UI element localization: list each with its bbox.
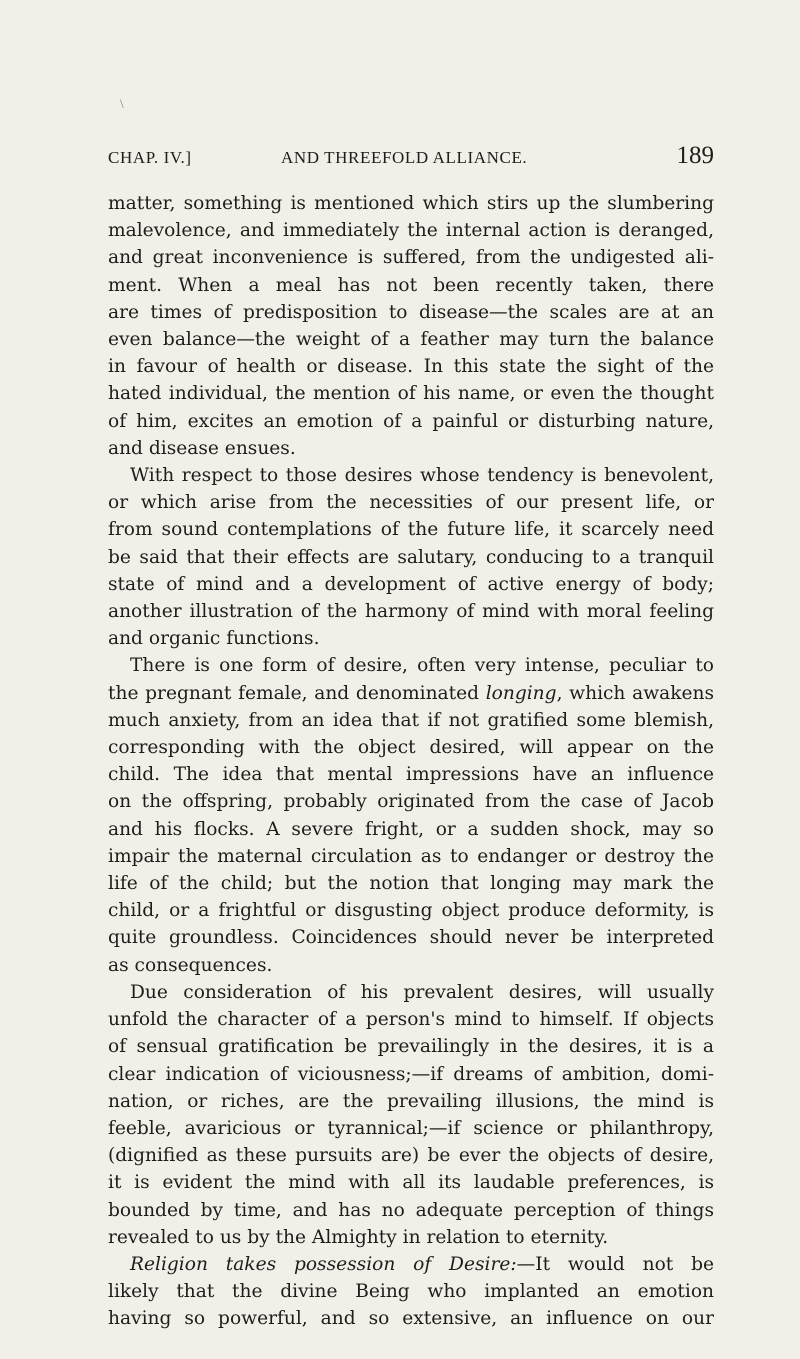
text-line: and organic functions.: [108, 628, 320, 650]
text-line: likely that the divine Being who implanted an emotion: [108, 1281, 714, 1303]
text-line: it is evident the mind with all its laudable preferences, is: [108, 1172, 714, 1194]
text-line: malevolence, and immediately the internal action is deranged,: [108, 220, 714, 242]
text-line: clear indication of viciousness;—if dreams of ambition, domi-: [108, 1063, 714, 1085]
text-line: another illustration of the harmony of mind with moral feeling: [108, 601, 714, 623]
paragraph: [108, 979, 714, 1251]
text-line: revealed to us by the Almighty in relation to eternity.: [108, 1226, 609, 1248]
text-line: [108, 1251, 714, 1278]
paragraph: [108, 462, 714, 652]
page-number: 189: [676, 142, 714, 169]
chapter-label: CHAP. IV.]: [108, 148, 192, 167]
text-line: in favour of health or disease. In this state the sight of the: [108, 356, 714, 378]
text-line: Due consideration of his prevalent desires, will usually: [130, 981, 714, 1003]
text-line: on the offspring, probably originated from the case of Jacob: [108, 791, 714, 813]
paragraph: [108, 652, 714, 978]
text-line: of sensual gratification be prevailingly in the desires, it is a: [108, 1036, 714, 1058]
text-line: from sound contemplations of the future life, it scarcely need: [108, 519, 714, 541]
text-line: or which arise from the necessities of our present life, or: [108, 492, 714, 514]
text-line: There is one form of desire, often very intense, peculiar to: [130, 655, 714, 677]
text-line: hated individual, the mention of his name, or even the thought: [108, 383, 714, 405]
text-line: ment. When a meal has not been recently taken, there: [108, 274, 714, 296]
text-line: and great inconvenience is suffered, from the undigested ali-: [108, 247, 714, 269]
text-run: —It would not be: [516, 1253, 715, 1275]
italic-term: longing: [485, 682, 557, 704]
text-line: unfold the character of a person's mind to himself. If objects: [108, 1009, 714, 1031]
running-header: [108, 142, 714, 176]
text-line: nation, or riches, are the prevailing illusions, the mind is: [108, 1090, 714, 1112]
text-line: With respect to those desires whose tendency is benevolent,: [130, 465, 714, 487]
text-line: corresponding with the object desired, will appear on the: [108, 737, 714, 759]
paragraph: [108, 190, 714, 462]
text-line: impair the maternal circulation as to endanger or destroy the: [108, 845, 714, 867]
text-line: even balance—the weight of a feather may turn the balance: [108, 329, 714, 351]
running-title: AND THREEFOLD ALLIANCE.: [281, 148, 528, 167]
text-line: the pregnant female, and denominated longing, which awakens: [108, 682, 714, 704]
text-line: quite groundless. Coincidences should never be interpreted: [108, 927, 714, 949]
text-line: state of mind and a development of active energy of body;: [108, 573, 714, 595]
text-line: are times of predisposition to disease—the scales are at an: [108, 301, 714, 323]
text-line: much anxiety, from an idea that if not gratified some blemish,: [108, 709, 714, 731]
text-line: as consequences.: [108, 954, 273, 976]
text-line: life of the child; but the notion that longing may mark the: [108, 873, 714, 895]
body-text: [108, 190, 714, 1333]
text-line: matter, something is mentioned which stirs up the slumbering: [108, 193, 714, 214]
text-line: child. The idea that mental impressions have an influence: [108, 764, 714, 786]
text-line: child, or a frightful or disgusting object produce deformity, is: [108, 900, 714, 922]
text-line: having so powerful, and so extensive, an influence on our: [108, 1308, 714, 1330]
text-line: feeble, avaricious or tyrannical;—if science or philanthropy,: [108, 1117, 714, 1139]
italic-lead: Religion takes possession of Desire:: [130, 1253, 517, 1275]
text-line: and his flocks. A severe fright, or a sudden shock, may so: [108, 818, 714, 840]
text-line: be said that their effects are salutary, conducing to a tranquil: [108, 546, 714, 568]
text-line: (dignified as these pursuits are) be ever the objects of desire,: [108, 1145, 714, 1167]
stray-ink-mark: \: [120, 96, 124, 111]
text-line: of him, excites an emotion of a painful or disturbing nature,: [108, 410, 714, 432]
text-line: bounded by time, and has no adequate perception of things: [108, 1199, 714, 1221]
text-line: and disease ensues.: [108, 437, 296, 459]
paragraph: [108, 1251, 714, 1333]
